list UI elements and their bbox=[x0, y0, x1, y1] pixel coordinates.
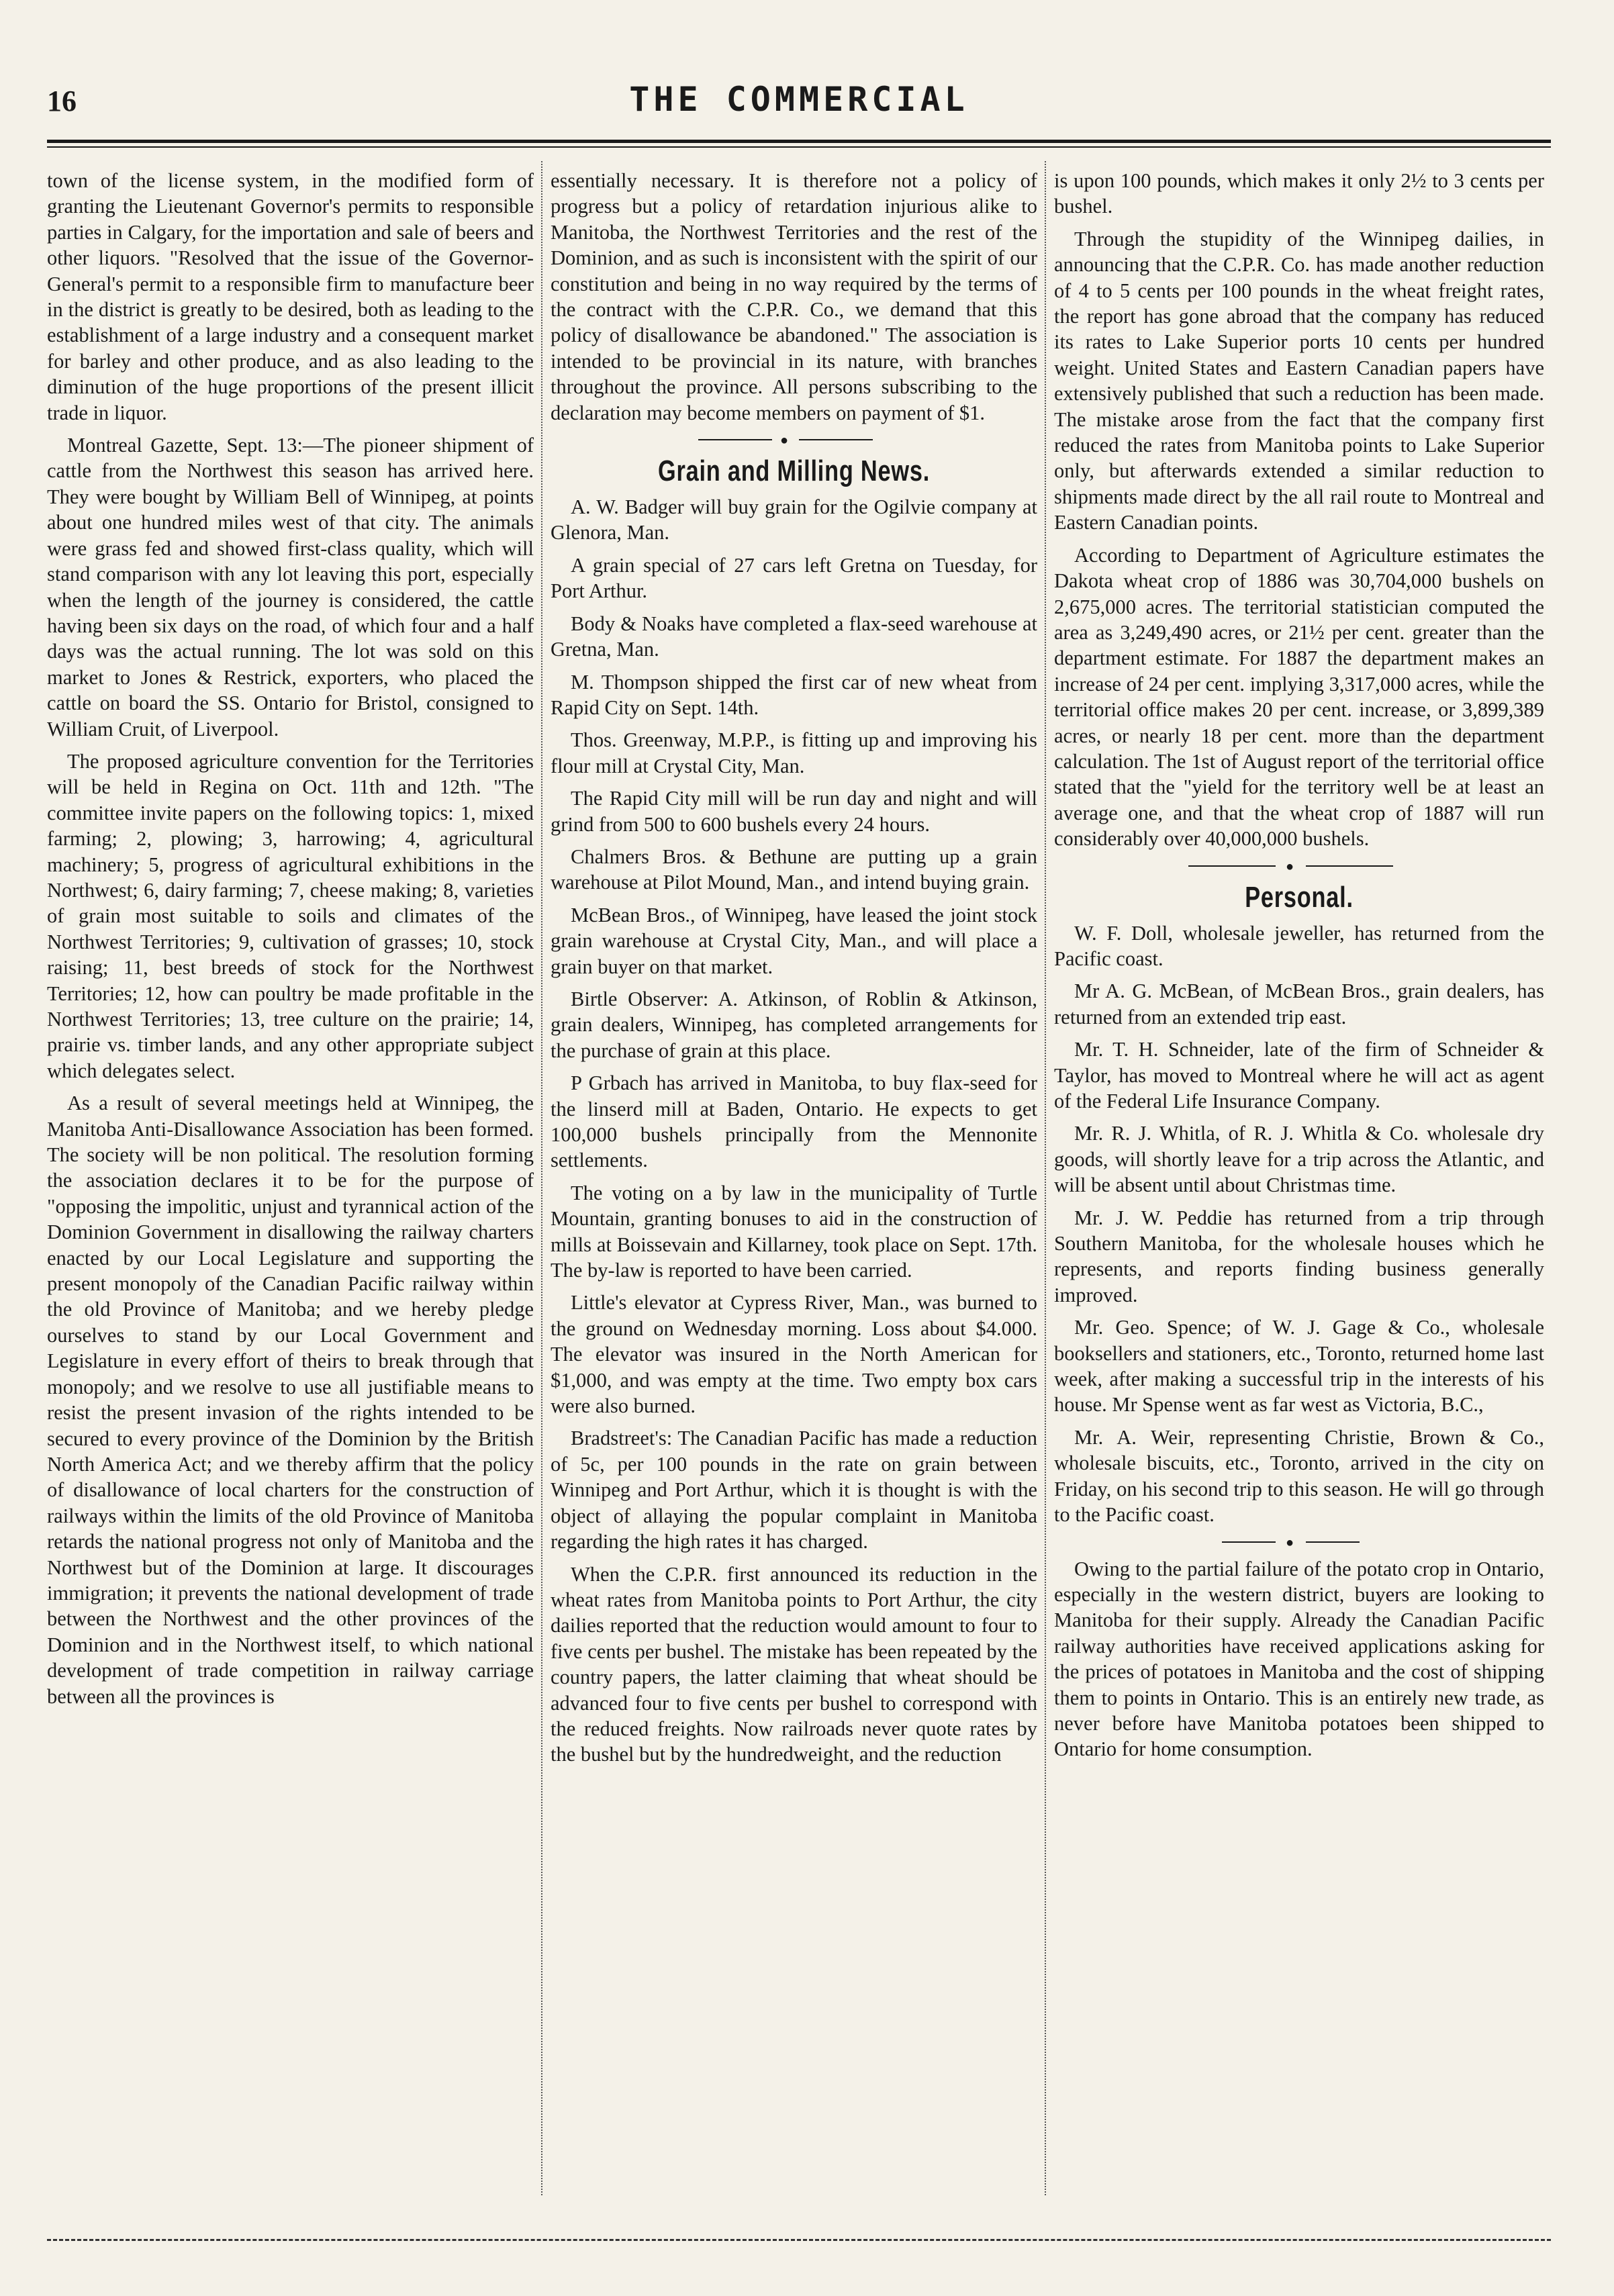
news-item: Mr. R. J. Whitla, of R. J. Whitla & Co. wholesale dry goods, will shortly leave for a trip across the Atlantic, and will be absent until about Christmas time. bbox=[1054, 1122, 1544, 1197]
news-item: P Grbach has arrived in Manitoba, to buy flax-seed for the linserd mill at Baden, Ontario. He expects to get 100,000 bushels principally from the Mennonite settlements. bbox=[551, 1071, 1037, 1172]
article-paragraph: Owing to the partial failure of the potato crop in Ontario, especially in the western district, buyers are looking to Manitoba for their supply. Already the Canadian Pacific railway authorities have received applications asking for the prices of potatoes in Manitoba and the cost of shipping them to points in Ontario. This is an entirely new trade, as never before have Manitoba potatoes been shipped to Ontario for home consumption. bbox=[1054, 1557, 1544, 1761]
masthead-title: THE COMMERCIAL bbox=[629, 80, 969, 119]
news-item: Birtle Observer: A. Atkinson, of Roblin & Atkinson, grain dealers, Winnipeg, has completed arrangements for the purchase of grain at this place. bbox=[551, 987, 1037, 1062]
news-item: Mr. T. H. Schneider, late of the firm of Schneider & Taylor, has moved to Montreal where he will act as agent of the Federal Life Insurance Company. bbox=[1054, 1038, 1544, 1112]
article-paragraph: Montreal Gazette, Sept. 13:—The pioneer shipment of cattle from the Northwest this season has arrived here. They were bought by William Bell of Winnipeg, at points about one hundred miles west of that city. The animals were grass fed and showed first-class quality, which will stand comparison with any lot leaving this port, especially when the length of the journey is considered, the cattle having been six days on the road, of which four and a half days was the actual running. The lot was sold on this market to Jones & Restrick, exporters, who placed the cattle on board the SS. Ontario for Bristol, consigned to William Cruit, of Liverpool. bbox=[47, 434, 534, 740]
article-paragraph: As a result of several meetings held at Winnipeg, the Manitoba Anti-Disallowance Association has been formed. The society will be non political. The resolution forming the association declares it to be for the purpose of "opposing the impolitic, unjust and tyrannical action of the Dominion Government in disallowing the railway charters enacted by our Local Legislature and supporting the present monopoly of the Canadian Pacific railway within the old Province of Manitoba; and we hereby pledge ourselves to stand by our Local Government and Legislature in every effort of theirs to break through that monopoly; and we resolve to use all justifiable means to resist the present invasion of the rights intended to be secured to every province of the Dominion by the British North America Act; and we thereby affirm that the policy of disallowance of local charters for the construction of railways within the limits of the old Province of Manitoba retards the national progress not only of Manitoba and the Northwest but of the Dominion at large. It discourages immigration; it prevents the national development of trade between the Northwest and the other provinces of the Dominion and in the Northwest itself, to which national development of trade competition in railway carriage between all the provinces is bbox=[47, 1092, 534, 1708]
section-heading-personal: Personal. bbox=[1245, 880, 1354, 914]
news-item: The Rapid City mill will be run day and night and will grind from 500 to 600 bushels every 24 hours. bbox=[551, 787, 1037, 836]
footer-rule bbox=[47, 2239, 1551, 2241]
article-paragraph: essentially necessary. It is therefore not a policy of progress but a policy of retardation injurious alike to Manitoba, the Northwest Territories and the rest of the Dominion, and as such is inconsistent with the spirit of our constitution and being in no way required by the terms of the contract with the C.P.R. Co., we demand that this policy of disallowance be abandoned." The association is intended to be provincial in its nature, with branches throughout the province. All persons subscribing to the declaration may become members on payment of $1. bbox=[551, 169, 1037, 424]
news-item: Body & Noaks have completed a flax-seed warehouse at Gretna, Man. bbox=[551, 612, 1037, 661]
news-item: Mr. J. W. Peddie has returned from a trip through Southern Manitoba, for the wholesale houses which he represents, and reports finding business generally improved. bbox=[1054, 1206, 1544, 1306]
news-item: Little's elevator at Cypress River, Man., was burned to the ground on Wednesday morning. Loss about $4.000. The elevator was insured in the North American for $1,000, and was empty at the time. Two empty box cars were also burned. bbox=[551, 1291, 1037, 1418]
news-item: Thos. Greenway, M.P.P., is fitting up and improving his flour mill at Crystal City, Man. bbox=[551, 728, 1037, 777]
news-item: Mr. Geo. Spence; of W. J. Gage & Co., wholesale booksellers and stationers, etc., Toronto, returned home last week, after making a successful trip in the interests of his house. Mr Spense went as far west as Victoria, B.C., bbox=[1054, 1316, 1544, 1417]
article-paragraph: Through the stupidity of the Winnipeg dailies, in announcing that the C.P.R. Co. has made another reduction of 4 to 5 cents per 100 pounds in the wheat freight rates, the report has gone abroad that the company has reduced its rates to Lake Superior ports 10 cents per hundred weight. United States and Eastern Canadian papers have extensively published that such a reduction has been made. The mistake arose from the fact that the company first reduced the rates from Manitoba points to Lake Superior only, but afterwards extended a similar reduction to shipments made direct by the all rail route to Montreal and Eastern Canadian points. bbox=[1054, 227, 1544, 534]
header-rule-thin bbox=[47, 146, 1551, 148]
news-item: Chalmers Bros. & Bethune are putting up a grain warehouse at Pilot Mound, Man., and intend buying grain. bbox=[551, 845, 1037, 894]
section-ornament: ● bbox=[1054, 1535, 1544, 1549]
page-number: 16 bbox=[47, 85, 77, 117]
column-2 bbox=[551, 168, 1037, 1774]
news-item: A. W. Badger will buy grain for the Ogilvie company at Glenora, Man. bbox=[551, 495, 1037, 544]
section-ornament: ● bbox=[551, 432, 1037, 447]
section-ornament: ● bbox=[1054, 859, 1544, 873]
page-header bbox=[47, 80, 1551, 138]
article-paragraph: The proposed agriculture convention for the Territories will be held in Regina on Oct. 11th and 12th. "The committee invite papers on the following topics: 1, mixed farming; 2, plowing; 3, harrowing; 4, agricultural machinery; 5, progress of agricultural exhibitions in the Northwest; 6, dairy farming; 7, cheese making; 8, varieties of grain most suitable to soils and climates of the Northwest Territories; 9, cultivation of grasses; 10, stock raising; 11, best breeds of stock for the Northwest Territories; 12, how can poultry be made profitable in the Northwest Territories; 13, tree culture on the prairie; 14, prairie vs. timber lands, and any other appropriate subject which delegates select. bbox=[47, 749, 534, 1082]
news-item: The voting on a by law in the municipality of Turtle Mountain, granting bonuses to aid in the construction of mills at Boissevain and Killarney, took place on Sept. 17th. The by-law is reported to have been carried. bbox=[551, 1181, 1037, 1282]
article-paragraph: is upon 100 pounds, which makes it only 2½ to 3 cents per bushel. bbox=[1054, 169, 1544, 218]
news-item: Mr. A. Weir, representing Christie, Brown & Co., wholesale biscuits, etc., Toronto, arrived in the city on Friday, on his second trip to this season. He will go through to the Pacific coast. bbox=[1054, 1425, 1544, 1527]
news-item: McBean Bros., of Winnipeg, have leased the joint stock grain warehouse at Crystal City, Man., and will place a grain buyer on that market. bbox=[551, 903, 1037, 978]
news-item: A grain special of 27 cars left Gretna on Tuesday, for Port Arthur. bbox=[551, 553, 1037, 603]
header-rule bbox=[47, 140, 1551, 143]
column-1 bbox=[47, 168, 534, 1716]
article-paragraph: town of the license system, in the modified form of granting the Lieutenant Governor's permits to responsible parties in Calgary, for the importation and sale of beers and other liquors. "Resolved that the issue of the Governor-General's permit to a responsible firm to manufacture beer in the district is greatly to be desired, both as leading to the establishment of a large industry and a consequent market for barley and other produce, and as also leading to the diminution of the huge proportions of the present illicit trade in liquor. bbox=[47, 169, 534, 424]
news-item: Bradstreet's: The Canadian Pacific has made a reduction of 5c, per 100 pounds in the rate on grain between Winnipeg and Port Arthur, which it is thought is with the object of allaying the popular complaint in Manitoba regarding the high rates it has charged. bbox=[551, 1427, 1037, 1553]
section-heading-grain: Grain and Milling News. bbox=[657, 455, 931, 488]
news-item: W. F. Doll, wholesale jeweller, has returned from the Pacific coast. bbox=[1054, 921, 1544, 970]
column-divider bbox=[1045, 161, 1046, 2195]
column-3 bbox=[1054, 168, 1544, 1769]
news-item: Mr A. G. McBean, of McBean Bros., grain dealers, has returned from an extended trip east. bbox=[1054, 979, 1544, 1029]
news-item: When the C.P.R. first announced its reduction in the wheat rates from Manitoba points to Port Arthur, the city dailies reported that the reduction would amount to four to five cents per bushel. The mistake has been repeated by the country papers, the latter claiming that wheat should be advanced four to five cents per bushel to correspond with the reduced freights. Now railroads never quote rates by the bushel but by the hundredweight, and the reduction bbox=[551, 1562, 1037, 1766]
news-item: M. Thompson shipped the first car of new wheat from Rapid City on Sept. 14th. bbox=[551, 670, 1037, 719]
article-paragraph: According to Department of Agriculture estimates the Dakota wheat crop of 1886 was 30,704,000 bushels on 2,675,000 acres. The territorial statistician computed the area as 3,249,490 acres, or 21½ per cent. greater than the department estimate. For 1887 the department makes an increase of 24 per cent. implying 3,317,000 acres, while the territorial office makes 20 per cent. increase, or 3,899,389 acres, or nearly 18 per cent. more than the department calculation. The 1st of August report of the territorial office stated that the "yield for the territory well be at least an average one, and that the wheat crop of 1887 will run considerably over 40,000,000 bushels. bbox=[1054, 543, 1544, 851]
column-divider bbox=[541, 161, 542, 2195]
